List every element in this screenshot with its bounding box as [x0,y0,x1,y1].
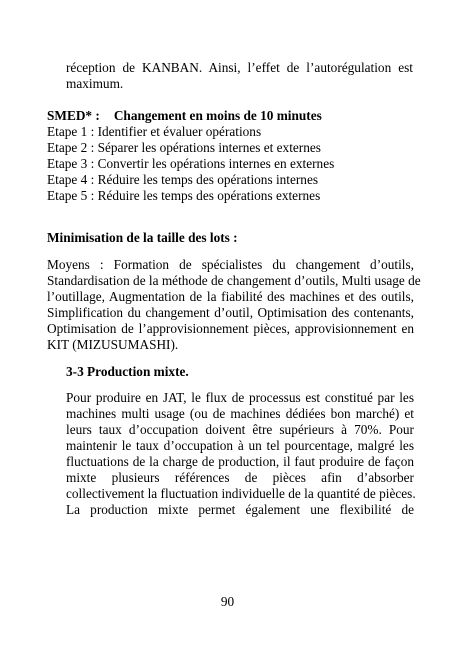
mixed-production-heading: 3-3 Production mixte. [66,364,189,379]
intro-paragraph [66,60,413,92]
lot-minimization-paragraph [47,257,421,353]
paragraph-line: KIT (MIZUSUMASHI). [47,337,179,352]
paragraph-line: Optimisation de l’approvisionnement pièces, approvisionnement en [47,321,414,336]
smed-step: Etape 2 : Séparer les opérations internes et externes [47,140,321,155]
paragraph-line: Standardisation de la méthode de changement d’outils, Multi usage de [47,273,421,288]
lot-minimization-heading: Minimisation de la taille des lots : [47,230,238,245]
paragraph-line: La production mixte permet également une flexibilité de [66,502,414,517]
paragraph-line: Moyens : Formation de spécialistes du changement d’outils, [47,257,414,272]
paragraph-line: machines multi usage (ou de machines dédiées bon marché) et [66,406,414,421]
smed-section [47,108,417,204]
paragraph-line: Pour produire en JAT, le flux de processus est constitué par les [66,390,414,405]
smed-step: Etape 1 : Identifier et évaluer opérations [47,124,262,139]
paragraph-line: leurs taux d’occupation doivent être supérieurs à 70%. Pour [66,422,414,437]
smed-step: Etape 4 : Réduire les temps des opérations internes [47,172,319,187]
paragraph-line: collectivement la fluctuation individuelle de la quantité de pièces. [66,486,416,501]
smed-term: SMED* : [47,108,100,123]
paragraph-line: l’outillage, Augmentation de la fiabilité des machines et des outils, [47,289,414,304]
smed-step: Etape 3 : Convertir les opérations internes en externes [47,156,335,171]
intro-line: maximum. [66,76,124,91]
mixed-production-paragraph [66,390,414,518]
smed-step: Etape 5 : Réduire les temps des opérations externes [47,188,321,203]
smed-title: Changement en moins de 10 minutes [113,108,322,123]
paragraph-line: maintenir le taux d’occupation à un tel pourcentage, malgré les [66,438,414,453]
paragraph-line: Simplification du changement d’outil, Optimisation des contenants, [47,305,414,320]
paragraph-line: mixte plusieurs références de pièces afin d’absorber [66,470,414,485]
intro-line: réception de KANBAN. Ainsi, l’effet de l’autorégulation est [66,60,413,75]
smed-heading [47,108,417,124]
page-number: 90 [220,594,235,609]
paragraph-line: fluctuations de la charge de production, il faut produire de façon [66,454,414,469]
